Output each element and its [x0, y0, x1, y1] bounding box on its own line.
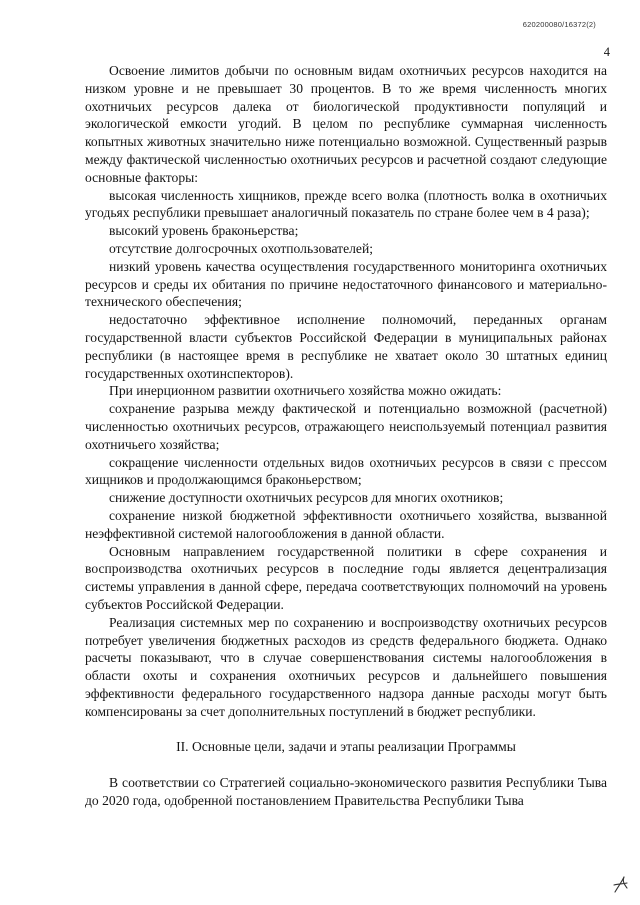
initials-mark-icon [612, 873, 630, 895]
document-code: 620200080/16372(2) [522, 20, 596, 29]
paragraph: Реализация системных мер по сохранению и воспроизводству охотничьих ресурсов потребует увеличения бюджетных расходов из средств федерального бюджета. Однако расчеты показывают, что в случае совершенствования системы налогообложения в области охоты и сохранения охотничьих ресурсов и дальнейшего повышения эффективности федерального государственного надзора данные расходы могут быть компенсированы за счет дополнительных поступлений в бюджет республики. [85, 614, 607, 719]
paragraph: сохранение низкой бюджетной эффективности охотничьего хозяйства, вызванной неэффективной системой налогообложения в данной области. [85, 507, 607, 541]
paragraph: Освоение лимитов добычи по основным видам охотничьих ресурсов находится на низком уровне и не превышает 30 процентов. В то же время численность многих охотничьих ресурсов далека от биологической продуктивности популяций и экологической емкости угодий. В целом по республике суммарная численность копытных животных значительно ниже потенциально возможной. Существенный разрыв между фактической численностью охотничьих ресурсов и расчетной создают следующие основные факторы: [85, 63, 607, 185]
paragraph: сохранение разрыва между фактической и потенциально возможной (расчетной) численностью охотничьих ресурсов, отражающего неиспользуемый потенциал развития охотничьего хозяйства; [85, 401, 607, 452]
paragraph: Основным направлением государственной политики в сфере сохранения и воспроизводства охотничьих ресурсов в последние годы является децентрализация системы управления в данной сфере, передача соответствующих полномочий на уровень субъектов Российской Федерации. [85, 543, 607, 612]
paragraph: недостаточно эффективное исполнение полномочий, переданных органам государственной власти субъектов Российской Федерации в муниципальных районах республики (в настоящее время в республике не хватает около 30 штатных единиц государственных охотинспекторов). [85, 312, 607, 381]
paragraph: высокий уровень браконьерства; [109, 223, 299, 239]
document-body [85, 62, 607, 810]
paragraph: высокая численность хищников, прежде всего волка (плотность волка в охотничьих угодьях республики превышает аналогичный показатель по стране более чем в 4 раза); [85, 187, 607, 221]
paragraph: отсутствие долгосрочных охотпользователей; [109, 240, 374, 256]
paragraph: сокращение численности отдельных видов охотничьих ресурсов в связи с прессом хищников и продолжающимся браконьерством; [85, 454, 607, 488]
paragraph: низкий уровень качества осуществления государственного мониторинга охотничьих ресурсов и среды их обитания по причине недостаточного финансового и материально-технического обеспечения; [85, 258, 607, 310]
paragraph: При инерционном развитии охотничьего хозяйства можно ожидать: [109, 383, 502, 399]
page-number: 4 [603, 45, 610, 59]
paragraph: В соответствии со Стратегией социально-экономического развития Республики Тыва до 2020 года, одобренной постановлением Правительства Республики Тыва [85, 775, 607, 809]
section-heading: II. Основные цели, задачи и этапы реализации Программы [176, 739, 516, 755]
paragraph: снижение доступности охотничьих ресурсов для многих охотников; [109, 490, 504, 506]
